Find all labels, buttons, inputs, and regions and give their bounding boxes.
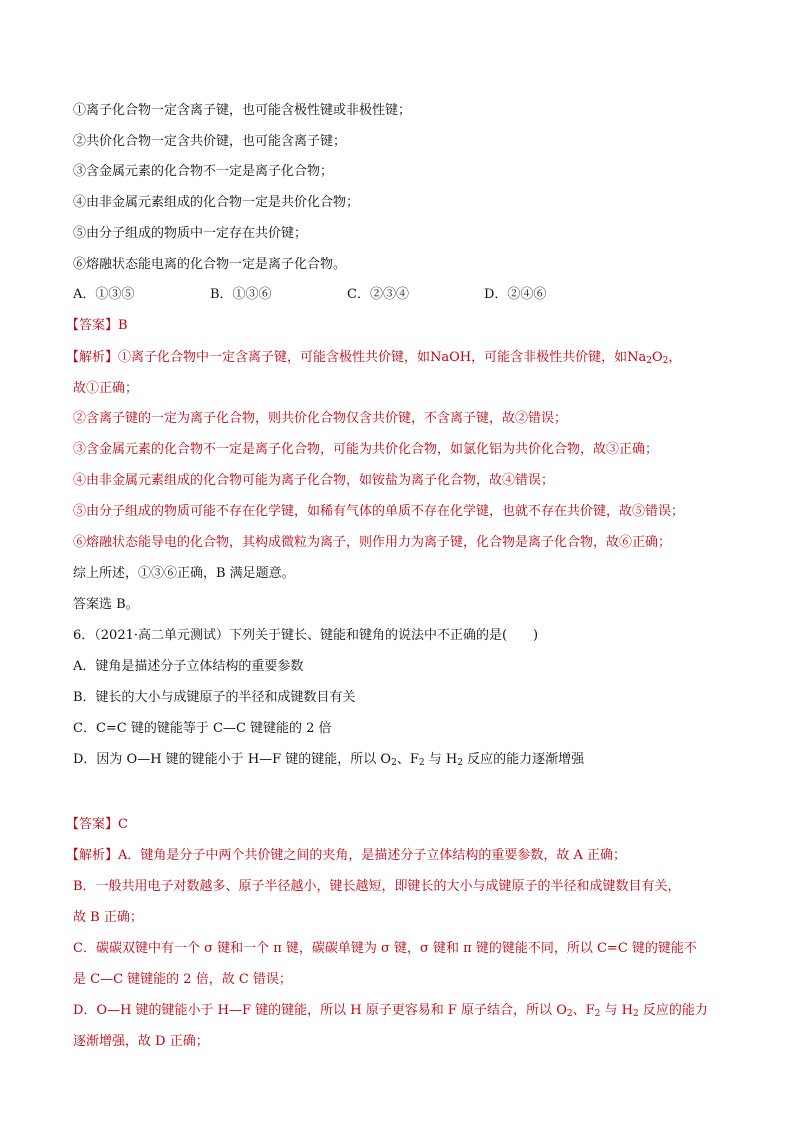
- subscript: 2: [566, 1009, 573, 1019]
- analysis-text: A．键角是分子中两个共价键之间的夹角，是描述分子立体结构的重要参数，故 A 正确；: [118, 848, 627, 863]
- q5-option-b[interactable]: B．①③⑥: [210, 287, 272, 302]
- q6-analysis-line-b2: 故 B 正确；: [73, 910, 143, 925]
- statement-5: ⑤由分子组成的物质中一定存在共价键；: [73, 226, 308, 241]
- analysis-label: 【解析】: [66, 848, 119, 863]
- q6-analysis-line-d2: 逐渐增强，故 D 正确；: [73, 1034, 209, 1049]
- answer-value: B: [118, 318, 128, 333]
- q5-options: [73, 287, 733, 305]
- answer-label: 【答案】: [66, 817, 119, 832]
- q6-option-c[interactable]: C．C=C 键的键能等于 C—C 键键能的 2 倍: [73, 721, 332, 736]
- option-text: D．因为 O—H 键的键能小于 H—F 键的键能，所以 O: [73, 752, 392, 767]
- q5-analysis-line-1b: 故①正确；: [73, 381, 139, 396]
- option-text: 与 H: [424, 752, 458, 767]
- q6-analysis-line-c1: C．碳碳双键中有一个 σ 键和一个 π 键，碳碳单键为 σ 键，σ 键和 π 键的键能不同，所以 C=C 键的键能不: [73, 941, 697, 956]
- statement-1: ①离子化合物一定含离子键，也可能含极性键或非极性键；: [73, 103, 412, 118]
- q6-analysis-line-c2: 是 C—C 键键能的 2 倍，故 C 错误；: [73, 972, 292, 987]
- analysis-text: 与 H: [600, 1003, 633, 1018]
- subscript: 2: [594, 1009, 601, 1019]
- subscript: 2: [457, 758, 463, 768]
- q6-option-d[interactable]: [73, 752, 584, 768]
- statement-6: ⑥熔融状态能电离的化合物一定是离子化合物。: [73, 257, 347, 272]
- q6-option-b[interactable]: B．键长的大小与成键原子的半径和成键数目有关: [73, 690, 356, 705]
- q5-option-a[interactable]: A．①③⑤: [73, 287, 135, 302]
- subscript: 2: [418, 758, 425, 768]
- analysis-text: D．O—H 键的键能小于 H—F 键的键能，所以 H 原子更容易和 F 原子结合，所以 O: [73, 1003, 567, 1018]
- q6-stem: 6．（2021·高二单元测试）下列关于键长、键能和键角的说法中不正确的是( ): [73, 628, 539, 643]
- analysis-text: O: [652, 350, 663, 365]
- option-text: 反应的能力逐渐增强: [462, 752, 585, 767]
- q5-analysis-line-4: ④由非金属元素组成的化合物可能为离子化合物，如铵盐为离子化合物，故④错误；: [73, 473, 555, 488]
- q5-analysis-line-2: ②含离子键的一定为离子化合物，则共价化合物仅含共价键，不含离子键，故②错误；: [73, 411, 568, 426]
- analysis-text: 、F: [572, 1003, 595, 1018]
- option-text: 、F: [396, 752, 419, 767]
- q5-option-d[interactable]: D．②④⑥: [484, 287, 547, 302]
- q6-analysis-line-d1: [73, 1003, 708, 1019]
- subscript: 2: [391, 758, 397, 768]
- analysis-text: ①离子化合物中一定含离子键，可能含极性共价键，如NaOH，可能含非极性共价键，如Na: [118, 350, 647, 365]
- analysis-text: 反应的能力: [638, 1003, 708, 1018]
- statement-4: ④由非金属元素组成的化合物一定是共价化合物；: [73, 195, 360, 210]
- q5-analysis-line-1: [66, 350, 681, 366]
- subscript: 2: [646, 356, 652, 366]
- analysis-label: 【解析】: [66, 350, 119, 365]
- q5-analysis-line-6: ⑥熔融状态能导电的化合物，其构成微粒为离子，则作用力为离子键，化合物是离子化合物，故⑥正确；: [73, 535, 672, 550]
- subscript: 2: [662, 356, 669, 366]
- q5-answer: [66, 318, 128, 334]
- q6-analysis-line-a: [66, 848, 626, 864]
- q5-final: 答案选 B。: [73, 597, 139, 612]
- answer-label: 【答案】: [66, 318, 119, 333]
- statement-3: ③含金属元素的化合物不一定是离子化合物；: [73, 164, 334, 179]
- q5-analysis-line-5: ⑤由分子组成的物质可能不存在化学键，如稀有气体的单质不存在化学键，也就不存在共价键，故⑤错误；: [73, 504, 685, 519]
- q6-option-a[interactable]: A．键角是描述分子立体结构的重要参数: [73, 659, 304, 674]
- subscript: 2: [632, 1009, 639, 1019]
- q6-answer: [66, 817, 128, 833]
- q5-option-c[interactable]: C．②③④: [347, 287, 409, 302]
- q6-analysis-line-b1: B．一般共用电子对数越多、原子半径越小，键长越短，即键长的大小与成键原子的半径和成键数目有关，: [73, 879, 681, 894]
- statement-2: ②共价化合物一定含共价键，也可能含离子键；: [73, 134, 347, 149]
- answer-value: C: [118, 817, 128, 832]
- analysis-text: ，: [668, 350, 682, 365]
- q5-analysis-line-3: ③含金属元素的化合物不一定是离子化合物，可能为共价化合物，如氯化铝为共价化合物，故③正确；: [73, 442, 659, 457]
- q5-summary: 综上所述，①③⑥正确，B 满足题意。: [73, 566, 295, 581]
